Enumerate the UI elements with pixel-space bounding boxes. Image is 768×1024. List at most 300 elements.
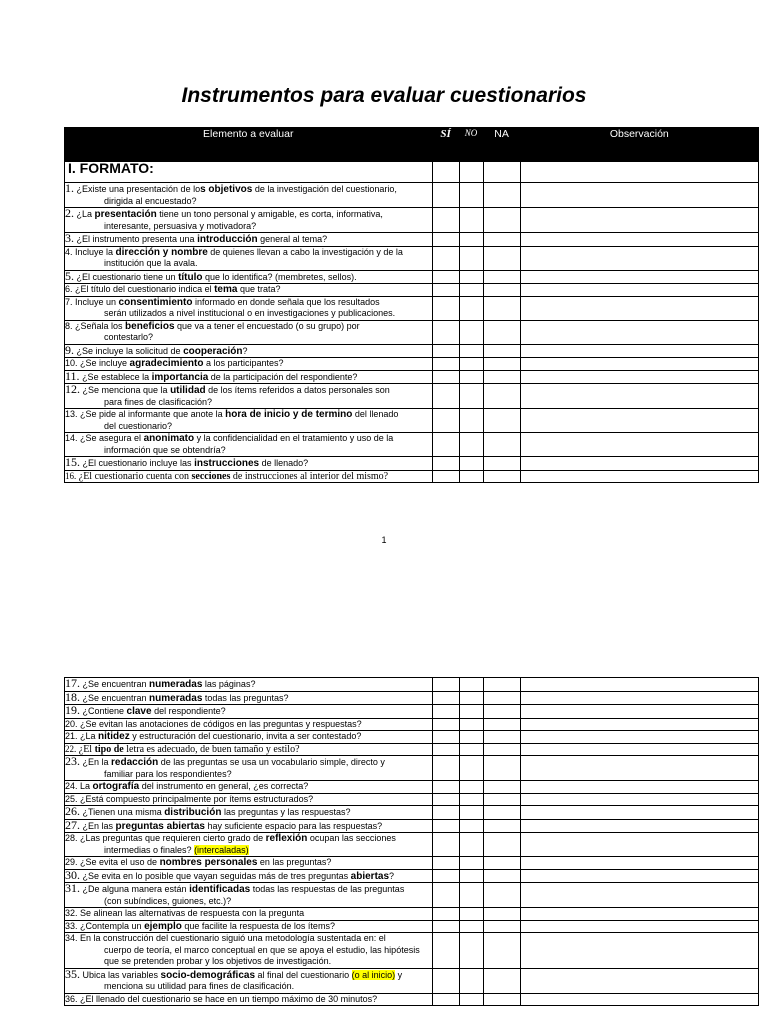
cell-observation[interactable] [520, 678, 758, 692]
cell-si[interactable] [432, 457, 459, 471]
item-number: 22. [65, 743, 77, 754]
cell-na[interactable] [483, 270, 520, 284]
item-text-cell [65, 883, 433, 908]
cell-no[interactable] [459, 968, 483, 993]
item-text: ¿Las preguntas que requieren cierto grado de [77, 833, 266, 843]
table-row [65, 470, 759, 483]
cell-observation[interactable] [520, 933, 758, 969]
header-si: SÍ [432, 128, 459, 162]
cell-observation[interactable] [520, 384, 758, 409]
item-text-after: y la confidencialidad en el tratamiento y uso de la [194, 433, 394, 443]
cell-no[interactable] [459, 743, 483, 756]
item-text: Se alinean las alternativas de respuesta con la pregunta [77, 908, 305, 918]
item-text: ¿Contiene [80, 706, 127, 716]
item-keyword: numeradas [149, 692, 203, 704]
cell-si[interactable] [432, 883, 459, 908]
cell-no[interactable] [459, 883, 483, 908]
table-row [65, 908, 759, 921]
item-text-cell [65, 806, 433, 820]
item-text-after: al final del cuestionario [255, 969, 352, 980]
item-text-after: de las preguntas se usa un vocabulario simple, directo y [158, 757, 385, 767]
cell-no[interactable] [459, 819, 483, 833]
cell-si[interactable] [432, 743, 459, 756]
cell-na[interactable] [483, 883, 520, 908]
table-row [65, 731, 759, 744]
cell-si[interactable] [432, 470, 459, 483]
cell-observation[interactable] [520, 920, 758, 933]
item-number: 18. [65, 689, 80, 704]
cell-no[interactable] [459, 869, 483, 883]
cell-si[interactable] [432, 933, 459, 969]
item-keyword: numeradas [149, 679, 203, 690]
item-continuation-text: del cuestionario? [104, 420, 173, 431]
cell-si[interactable] [432, 433, 459, 457]
item-keyword: título [178, 271, 203, 283]
table-row [65, 756, 759, 781]
cell-observation[interactable] [520, 370, 758, 384]
item-continuation [65, 332, 432, 344]
item-text-cell [65, 457, 433, 471]
item-text-cell [65, 370, 433, 384]
cell-na[interactable] [483, 208, 520, 233]
item-text-after: de los ítems referidos a datos personales son [205, 385, 390, 395]
item-highlight: (intercaladas) [194, 844, 249, 855]
item-continuation-text: intermedias o finales? [104, 844, 195, 855]
cell-si[interactable] [432, 370, 459, 384]
cell-na[interactable] [483, 806, 520, 820]
table-row [65, 270, 759, 284]
item-continuation-text: cuerpo de teoría, el marco conceptual en que se apoya el estudio, las hipótesis que se pretenden probar y los objetivos de investigación. [104, 944, 420, 966]
table-row [65, 457, 759, 471]
cell-si[interactable] [432, 833, 459, 857]
table-row [65, 678, 759, 692]
item-number: 24. [65, 781, 78, 791]
cell-si[interactable] [432, 731, 459, 744]
item-text: ¿Se encuentran [80, 679, 150, 689]
cell-observation[interactable] [520, 457, 758, 471]
item-number: 20. [65, 718, 78, 729]
cell-si[interactable] [432, 806, 459, 820]
cell-na[interactable] [483, 819, 520, 833]
item-continuation [65, 445, 432, 457]
item-keyword: secciones [191, 470, 231, 482]
item-text-after: de instrucciones al interior del mismo? [230, 470, 389, 482]
cell-no[interactable] [459, 162, 483, 183]
cell-observation[interactable] [520, 819, 758, 833]
item-text: Incluye un [72, 296, 119, 307]
cell-na[interactable] [483, 781, 520, 794]
item-text: ¿Se incluye [77, 358, 130, 368]
cell-na[interactable] [483, 233, 520, 247]
table-row [65, 183, 759, 208]
cell-no[interactable] [459, 908, 483, 921]
cell-observation[interactable] [520, 296, 758, 320]
cell-observation[interactable] [520, 270, 758, 284]
cell-observation[interactable] [520, 344, 758, 358]
cell-observation[interactable] [520, 233, 758, 247]
cell-na[interactable] [483, 384, 520, 409]
cell-na[interactable] [483, 246, 520, 270]
item-continuation-text: institución que la avala. [104, 258, 198, 268]
header-na: NA [483, 128, 520, 162]
item-text: ¿Tienen una misma [80, 807, 165, 817]
cell-na[interactable] [483, 358, 520, 371]
item-text: ¿El cuestionario cuenta con [76, 470, 192, 482]
cell-observation[interactable] [520, 208, 758, 233]
cell-si[interactable] [432, 920, 459, 933]
item-text: En la construcción del cuestionario siguió una metodología sustentada en: el [77, 933, 386, 943]
item-number: 19. [65, 703, 80, 717]
cell-si[interactable] [432, 233, 459, 247]
item-text: ¿El cuestionario tiene un [74, 271, 179, 282]
section-title: I. FORMATO: [65, 162, 433, 183]
cell-si[interactable] [432, 284, 459, 297]
section-row [65, 162, 759, 183]
item-text: ¿Se pide al informante que anote la [77, 409, 226, 419]
table-row [65, 833, 759, 857]
cell-na[interactable] [483, 433, 520, 457]
cell-observation[interactable] [520, 284, 758, 297]
cell-observation[interactable] [520, 433, 758, 457]
cell-na[interactable] [483, 457, 520, 471]
cell-observation[interactable] [520, 718, 758, 731]
cell-si[interactable] [432, 756, 459, 781]
cell-na[interactable] [483, 869, 520, 883]
item-text-tail: y [395, 969, 403, 980]
item-number: 33. [65, 920, 78, 931]
item-text-cell [65, 781, 433, 794]
cell-na[interactable] [483, 857, 520, 870]
item-number: 16. [65, 470, 77, 481]
table-header-row [65, 128, 759, 162]
evaluation-table-page-1 [64, 127, 759, 483]
cell-na[interactable] [483, 370, 520, 384]
item-text-cell [65, 869, 433, 883]
item-text-cell [65, 433, 433, 457]
cell-na[interactable] [483, 731, 520, 744]
cell-si[interactable] [432, 857, 459, 870]
cell-si[interactable] [432, 793, 459, 806]
cell-si[interactable] [432, 162, 459, 183]
cell-na[interactable] [483, 409, 520, 433]
cell-observation[interactable] [520, 793, 758, 806]
cell-observation[interactable] [520, 883, 758, 908]
cell-si[interactable] [432, 678, 459, 692]
evaluation-table-page-2 [64, 677, 759, 1006]
table-row [65, 208, 759, 233]
cell-si[interactable] [432, 208, 459, 233]
cell-si[interactable] [432, 869, 459, 883]
item-number: 1. [65, 181, 74, 195]
cell-na[interactable] [483, 920, 520, 933]
cell-no[interactable] [459, 705, 483, 719]
cell-si[interactable] [432, 270, 459, 284]
item-continuation-text: interesante, persuasiva y motivadora? [104, 220, 257, 231]
cell-no[interactable] [459, 806, 483, 820]
cell-si[interactable] [432, 908, 459, 921]
cell-observation[interactable] [520, 731, 758, 744]
cell-no[interactable] [459, 678, 483, 692]
table-row [65, 409, 759, 433]
cell-no[interactable] [459, 358, 483, 371]
cell-observation[interactable] [520, 869, 758, 883]
item-text: ¿Se evita en lo posible que vayan seguidas más de tres preguntas [80, 870, 351, 881]
item-text-after: que lo identifica? (membretes, sellos). [202, 271, 357, 282]
item-text: La [77, 781, 93, 791]
cell-na[interactable] [483, 296, 520, 320]
item-continuation [65, 845, 432, 857]
item-text-cell [65, 833, 433, 857]
item-keyword: clave [126, 706, 152, 717]
cell-si[interactable] [432, 296, 459, 320]
cell-si[interactable] [432, 819, 459, 833]
cell-no[interactable] [459, 857, 483, 870]
cell-na[interactable] [483, 691, 520, 705]
cell-no[interactable] [459, 384, 483, 409]
item-keyword: anonimato [143, 433, 195, 444]
cell-observation[interactable] [520, 470, 758, 483]
item-text-cell [65, 409, 433, 433]
cell-na[interactable] [483, 933, 520, 969]
cell-si[interactable] [432, 718, 459, 731]
cell-na[interactable] [483, 908, 520, 921]
item-number: 9. [65, 342, 74, 357]
item-text: ¿De alguna manera están [80, 884, 190, 894]
cell-no[interactable] [459, 284, 483, 297]
cell-no[interactable] [459, 993, 483, 1006]
cell-si[interactable] [432, 781, 459, 794]
table-row [65, 358, 759, 371]
cell-observation[interactable] [520, 857, 758, 870]
table-row [65, 920, 759, 933]
item-text-cell [65, 857, 433, 870]
item-text-after: del instrumento en general, ¿es correcta? [139, 781, 309, 791]
cell-observation[interactable] [520, 756, 758, 781]
item-text-cell [65, 718, 433, 731]
cell-na[interactable] [483, 718, 520, 731]
cell-na[interactable] [483, 793, 520, 806]
cell-no[interactable] [459, 457, 483, 471]
item-text-cell [65, 344, 433, 358]
cell-si[interactable] [432, 968, 459, 993]
cell-no[interactable] [459, 183, 483, 208]
cell-si[interactable] [432, 183, 459, 208]
cell-na[interactable] [483, 705, 520, 719]
item-keyword: abiertas [350, 870, 390, 882]
item-text-after: del llenado [352, 409, 399, 419]
cell-na[interactable] [483, 743, 520, 756]
cell-no[interactable] [459, 731, 483, 744]
cell-na[interactable] [483, 344, 520, 358]
item-keyword: presentación [94, 209, 157, 220]
cell-no[interactable] [459, 270, 483, 284]
item-keyword: instrucciones [194, 458, 260, 469]
item-text-cell [65, 296, 433, 320]
cell-observation[interactable] [520, 320, 758, 344]
item-continuation [65, 896, 432, 908]
item-text-cell [65, 968, 433, 993]
item-text-after: ocupan las secciones [307, 833, 396, 843]
item-text-cell [65, 270, 433, 284]
cell-na[interactable] [483, 993, 520, 1006]
item-keyword: reflexión [265, 833, 308, 844]
item-text: ¿El título del cuestionario indica el [72, 284, 215, 294]
cell-observation[interactable] [520, 743, 758, 756]
cell-si[interactable] [432, 320, 459, 344]
item-text-after: todas las respuestas de las preguntas [250, 884, 405, 894]
item-text-after: que facilite la respuesta de los ítems? [181, 920, 335, 931]
item-continuation-text: menciona su utilidad para fines de clasificación. [104, 981, 295, 991]
cell-observation[interactable] [520, 993, 758, 1006]
item-keyword: redacción [111, 757, 159, 768]
cell-observation[interactable] [520, 781, 758, 794]
cell-no[interactable] [459, 933, 483, 969]
item-continuation [65, 981, 432, 993]
item-text-cell [65, 284, 433, 297]
item-keyword: utilidad [170, 385, 206, 396]
item-keyword: dirección y nombre [115, 246, 208, 258]
cell-na[interactable] [483, 183, 520, 208]
item-continuation [65, 308, 432, 320]
cell-si[interactable] [432, 691, 459, 705]
item-number: 14. [65, 433, 78, 443]
item-text: ¿En la [80, 757, 112, 767]
item-text-after: las preguntas y las respuestas? [221, 807, 351, 817]
item-number: 27. [65, 817, 80, 832]
item-text: ¿El llenado del cuestionario se hace en un tiempo máximo de 30 minutos? [77, 993, 378, 1004]
item-number: 13. [65, 409, 78, 419]
item-number: 23. [65, 754, 80, 768]
item-text-after: de la participación del respondiente? [208, 371, 358, 382]
cell-observation[interactable] [520, 705, 758, 719]
cell-observation[interactable] [520, 968, 758, 993]
cell-observation[interactable] [520, 908, 758, 921]
header-element: Elemento a evaluar [65, 128, 433, 162]
header-no: NO [459, 128, 483, 162]
item-text-after: general al tema? [257, 234, 328, 244]
page-number: 1 [381, 535, 387, 545]
item-keyword: tema [214, 284, 238, 295]
item-text-cell [65, 993, 433, 1006]
cell-no[interactable] [459, 470, 483, 483]
item-text-cell [65, 731, 433, 744]
item-keyword: distribución [164, 807, 222, 818]
cell-observation[interactable] [520, 691, 758, 705]
item-text: ¿Está compuesto principalmente por ítems estructurados? [77, 793, 314, 804]
table-row [65, 793, 759, 806]
item-keyword: cooperación [183, 345, 243, 357]
cell-observation[interactable] [520, 833, 758, 857]
cell-na[interactable] [483, 320, 520, 344]
cell-na[interactable] [483, 284, 520, 297]
cell-observation[interactable] [520, 409, 758, 433]
item-text-cell [65, 705, 433, 719]
cell-observation[interactable] [520, 162, 758, 183]
item-text-after: ? [389, 870, 395, 881]
item-text-after: que va a tener el encuestado (o su grupo) por [174, 320, 360, 331]
item-keyword: introducción [197, 234, 258, 245]
item-continuation-text: contestarlo? [104, 332, 154, 342]
cell-observation[interactable] [520, 358, 758, 371]
item-text: ¿Existe una presentación de lo [74, 184, 201, 194]
cell-no[interactable] [459, 691, 483, 705]
item-text-after: de llenado? [259, 458, 309, 468]
item-text: Ubica las variables [80, 969, 161, 980]
item-text: ¿Contempla un [77, 920, 145, 931]
item-continuation-text: (con subíndices, guiones, etc.)? [104, 895, 232, 906]
cell-observation[interactable] [520, 806, 758, 820]
item-text-cell [65, 908, 433, 921]
item-number: 29. [65, 857, 78, 867]
item-text: ¿Señala los [72, 320, 126, 331]
item-number: 2. [65, 206, 74, 220]
item-text: ¿Se menciona que la [80, 385, 171, 395]
cell-no[interactable] [459, 718, 483, 731]
cell-na[interactable] [483, 678, 520, 692]
item-text-after: letra es adecuado, de buen tamaño y estilo? [123, 743, 300, 755]
cell-si[interactable] [432, 384, 459, 409]
item-text-after: ? [242, 345, 248, 356]
cell-no[interactable] [459, 296, 483, 320]
cell-no[interactable] [459, 433, 483, 457]
cell-na[interactable] [483, 756, 520, 781]
cell-no[interactable] [459, 233, 483, 247]
item-text-after: que trata? [237, 284, 281, 294]
cell-na[interactable] [483, 470, 520, 483]
cell-observation[interactable] [520, 246, 758, 270]
cell-na[interactable] [483, 162, 520, 183]
item-number: 30. [65, 867, 80, 882]
cell-si[interactable] [432, 344, 459, 358]
item-continuation [65, 258, 432, 270]
cell-no[interactable] [459, 920, 483, 933]
table-row [65, 883, 759, 908]
cell-na[interactable] [483, 833, 520, 857]
cell-no[interactable] [459, 409, 483, 433]
item-text-after: tiene un tono personal y amigable, es corta, informativa, [156, 209, 383, 219]
cell-no[interactable] [459, 208, 483, 233]
cell-no[interactable] [459, 833, 483, 857]
cell-si[interactable] [432, 409, 459, 433]
cell-observation[interactable] [520, 183, 758, 208]
table-row [65, 968, 759, 993]
cell-si[interactable] [432, 993, 459, 1006]
item-keyword: agradecimiento [129, 358, 204, 369]
cell-na[interactable] [483, 968, 520, 993]
cell-si[interactable] [432, 358, 459, 371]
cell-no[interactable] [459, 344, 483, 358]
document-title: Instrumentos para evaluar cuestionarios [181, 84, 587, 107]
cell-no[interactable] [459, 246, 483, 270]
item-number: 36. [65, 993, 78, 1004]
item-number: 15. [65, 455, 80, 469]
item-text-cell [65, 233, 433, 247]
item-keyword: consentimiento [118, 296, 193, 308]
table-row [65, 233, 759, 247]
cell-si[interactable] [432, 705, 459, 719]
cell-no[interactable] [459, 781, 483, 794]
cell-no[interactable] [459, 320, 483, 344]
cell-no[interactable] [459, 370, 483, 384]
item-continuation [65, 769, 432, 781]
item-continuation [65, 945, 432, 968]
cell-no[interactable] [459, 756, 483, 781]
cell-si[interactable] [432, 246, 459, 270]
cell-no[interactable] [459, 793, 483, 806]
item-keyword: tipo de [94, 743, 124, 755]
item-text-cell [65, 384, 433, 409]
item-text-cell [65, 743, 433, 756]
